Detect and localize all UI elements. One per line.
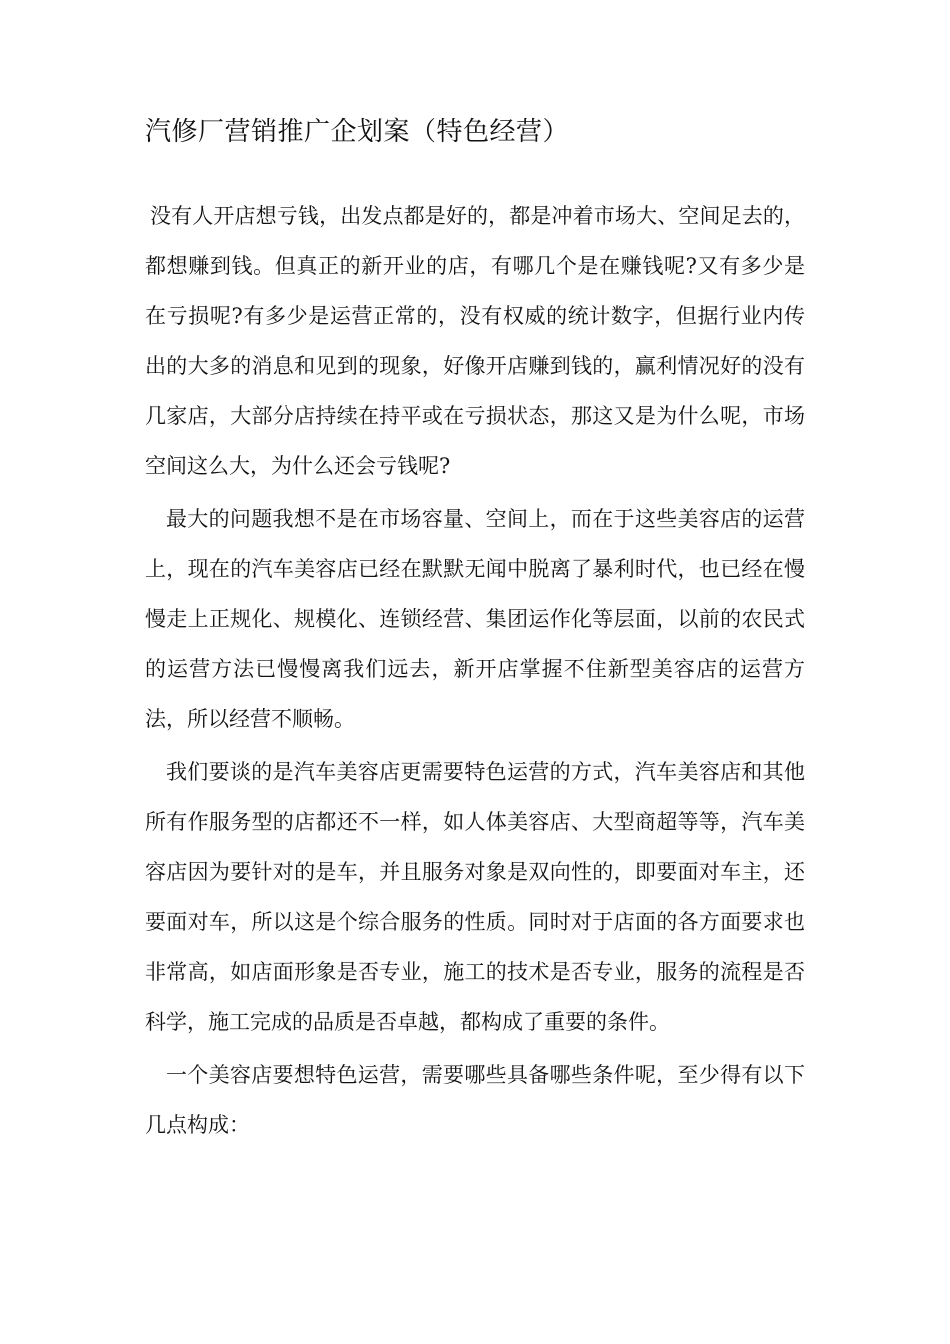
paragraph-2: 最大的问题我想不是在市场容量、空间上，而在于这些美容店的运营上，现在的汽车美容店已经在默默无闻中脱离了暴利时代，也已经在慢慢走上正规化、规模化、连锁经营、集团运作化等层面，以前的农民式的运营方法已慢慢离我们远去，新开店掌握不住新型美容店的运营方法，所以经营不顺畅。 xyxy=(145,507,805,731)
paragraph-4: 一个美容店要想特色运营，需要哪些具备哪些条件呢，至少得有以下几点构成： xyxy=(145,1063,805,1137)
paragraph-1: 没有人开店想亏钱，出发点都是好的，都是冲着市场大、空间足去的，都想赚到钱。但真正的新开业的店，有哪几个是在赚钱呢?又有多少是在亏损呢?有多少是运营正常的，没有权威的统计数字，但据行业内传出的大多的消息和见到的现象，好像开店赚到钱的，赢利情况好的没有几家店，大部分店持续在持平或在亏损状态，那这又是为什么呢，市场空间这么大，为什么还会亏钱呢? xyxy=(145,204,805,478)
document-body xyxy=(145,191,805,1153)
document-title: 汽修厂营销推广企划案（特色经营） xyxy=(145,117,570,147)
paragraph-3: 我们要谈的是汽车美容店更需要特色运营的方式，汽车美容店和其他所有作服务型的店都还不一样，如人体美容店、大型商超等等，汽车美容店因为要针对的是车，并且服务对象是双向性的，即要面对车主，还要面对车，所以这是个综合服务的性质。同时对于店面的各方面要求也非常高，如店面形象是否专业，施工的技术是否专业，服务的流程是否科学，施工完成的品质是否卓越，都构成了重要的条件。 xyxy=(145,760,805,1034)
